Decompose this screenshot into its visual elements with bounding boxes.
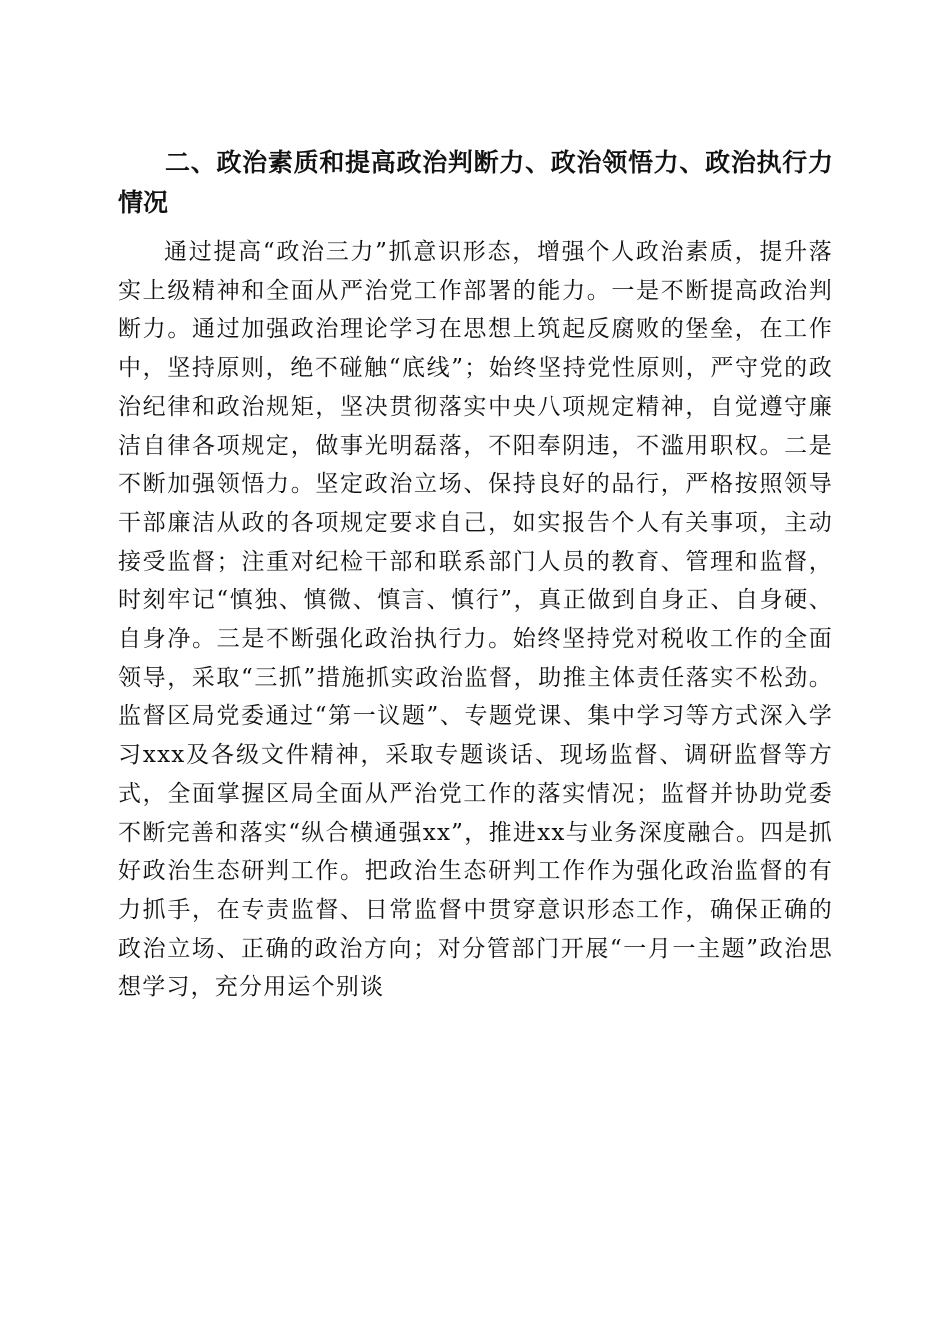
body-paragraph: 通过提高“政治三力”抓意识形态，增强个人政治素质，提升落实上级精神和全面从严治党工作部署的能力。一是不断提高政治判断力。通过加强政治理论学习在思想上筑起反腐败的堡垒，在工作中，坚持原则，绝不碰触“底线”；始终坚持党性原则，严守党的政治纪律和政治规矩，坚决贯彻落实中央八项规定精神，自觉遵守廉洁自律各项规定，做事光明磊落，不阳奉阴违，不滥用职权。二是不断加强领悟力。坚定政治立场、保持良好的品行，严格按照领导干部廉洁从政的各项规定要求自己，如实报告个人有关事项，主动接受监督；注重对纪检干部和联系部门人员的教育、管理和监督，时刻牢记“慎独、慎微、慎言、慎行”，真正做到自身正、自身硬、自身净。三是不断强化政治执行力。始终坚持党对税收工作的全面领导，采取“三抓”措施抓实政治监督，助推主体责任落实不松劲。监督区局党委通过“第一议题”、专题党课、集中学习等方式深入学习xxx及各级文件精神，采取专题谈话、现场监督、调研监督等方式，全面掌握区局全面从严治党工作的落实情况；监督并协助党委不断完善和落实“纵合横通强xx”，推进xx与业务深度融合。四是抓好政治生态研判工作。把政治生态研判工作作为强化政治监督的有力抓手，在专责监督、日常监督中贯穿意识形态工作，确保正确的政治立场、正确的政治方向；对分管部门开展“一月一主题”政治思想学习，充分用运个别谈 <box>118 239 833 1001</box>
section-heading: 二、政治素质和提高政治判断力、政治领悟力、政治执行力情况 <box>118 148 833 217</box>
